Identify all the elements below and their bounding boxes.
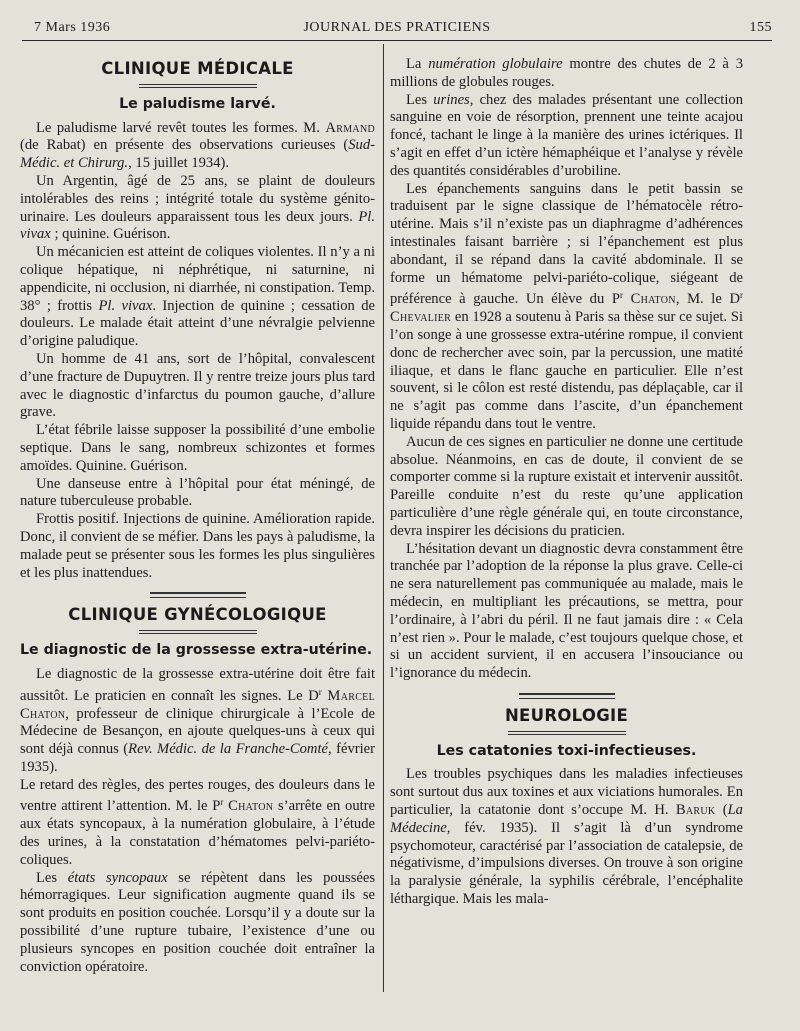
paragraph: Une danseuse entre à l’hôpital pour état méningé, de nature tuberculeuse probable. (20, 475, 375, 510)
section-heading-neurologie: NEUROLOGIE (504, 705, 629, 725)
paragraph: Un homme de 41 ans, sort de l’hôpital, convalescent d’une fracture de Dupuytren. Il y rentre treize jours plus tard avec le diagnostic d’infarctus du poumon gauche, d’allure grave. (20, 350, 375, 421)
article-title-catatonies: Les catatonies toxi-infectieuses. (436, 742, 697, 759)
paragraph: La numération globulaire montre des chutes de 2 à 3 millions de globules rouges. (390, 56, 743, 90)
page-header (22, 18, 772, 41)
paragraph: Un mécanicien est atteint de coliques violentes. Il n’y a ni colique hépatique, ni néphrétique, ni saturnine, ni appendicite, ni occlusion, ni diarrhée, ni constipation. Temp. 38° ; frottis Pl. vivax. Injection de quinine ; cessation de douleurs. Le malade était atteint d’une névralgie pelvienne d’origine paludique. (20, 244, 375, 350)
section-separator (150, 592, 246, 598)
heading-rule (139, 84, 257, 88)
section-separator (519, 693, 615, 699)
paragraph: L’état fébrile laisse supposer la possibilité d’une embolie septique. Dans le sang, nombreux schizontes et formes amoïdes. Quinine. Guérison. (20, 422, 375, 474)
paragraph: Un Argentin, âgé de 25 ans, se plaint de douleurs intolérables des reins ; intégrité totale du système génito-urinaire. Les douleurs apparaissent tous les deux jours. Pl. vivax ; quinine. Guérison. (20, 172, 376, 243)
paragraph: Le diagnostic de la grossesse extra-utérine doit être fait aussitôt. Le praticien en connaît les signes. Le $D^r$ Marcel Chaton, professeur de clinique chirurgicale à l’Ecole de Médecine de Besançon, en ajoute quelques-uns à ceux qui sont déjà connus (Rev. Médic. de la Franche-Comté, février 1935). (20, 665, 375, 775)
paragraph: L’hésitation devant un diagnostic devra constamment être tranchée par l’adoption de la réponse la plus grave. Celle-ci ne sera naturellement pas communiquée au malade, mais le médecin, en multipliant les précautions, se mettra, pour l’ordinaire, à l’abri du péril. Il ne faut jamais dire : « Cela n’est rien ». Pour le malade, c’est toujours quelque chose, et si un accident survient, il en accusera l’insouciance ou l’ignorance du médecin. (390, 540, 743, 682)
section-heading-clinique-medicale: CLINIQUE MÉDICALE (101, 59, 294, 78)
paragraph: Les épanchements sanguins dans le petit bassin se traduisent par le signe classique de l’hématocèle rétro-utérine. Mais s’il n’existe pas un diaphragme d’adhérences intestinales faisant barrière ; si l’épanchement est plus abondant, il se répand dans la cavité abdominale. Il se forme un hématome pelvi-pariéto-colique, siégeant de préférence à gauche. Un élève du $P^r$ Chaton, M. le $D^r$ Chevalier en 1928 a soutenu à Paris sa thèse sur ce sujet. Si l’on songe à une grossesse extra-utérine rompue, il convient donc de rechercher avec soin, par la percussion, une matité iliaque, et dans le flanc gauche en particulier. Elle n’est souvent, si le côlon est resté distendu, pas déplaçable, car il ne s’agit pas comme dans l’ascite, d’un épanchement liquide répandu dans tout le ventre. (390, 180, 744, 432)
paragraph: Le paludisme larvé revêt toutes les formes. M. Armand (de Rabat) en présente des observations curieuses (Sud-Médic. et Chirurg., 15 juillet 1934). (20, 119, 375, 172)
paragraph: Les troubles psychiques dans les maladies infectieuses sont surtout dus aux toxines et aux viciations humorales. En particulier, la catatonie dont s’occupe M. H. Baruk (La Médecine, fév. 1935). Il s’agit là d’un syndrome psychomoteur, caractérisé par l’association de catalepsie, de négativisme, d’impulsions diverses. On trouve à son origine la paralysie générale, la syphilis cérébrale, l’encéphalite léthargique. Mais les mala- (390, 766, 743, 908)
left-column (20, 56, 375, 976)
right-column (390, 56, 743, 909)
paragraph: Les urines, chez des malades présentant une collection sanguine en voie de résorption, prennent une teinte acajou foncé, tachant le linge à la manière des urines ictériques. Il s’agit en effet d’un ictère hémaphéique et l’analyse y révèle des quantités considérables d’urobiline. (390, 91, 743, 179)
issue-date: 7 Mars 1936 (34, 20, 111, 35)
paragraph: Les états syncopaux se répètent dans les poussées hémorragiques. Leur signification augmente quand ils se sont produits en position couchée. Lorsqu’il y a doute sur la possibilité d’une rupture tubaire, l’existence d’une ou plusieurs syncopes en position couchée doit entraîner la conviction opératoire. (20, 869, 376, 975)
journal-title: JOURNAL DES PRATICIENS (303, 20, 491, 35)
section-heading-clinique-gynecologique: CLINIQUE GYNÉCOLOGIQUE (68, 605, 327, 625)
column-divider (383, 44, 384, 992)
page-number: 155 (749, 20, 772, 35)
heading-rule (139, 630, 257, 634)
heading-rule (508, 731, 626, 735)
paragraph: Frottis positif. Injections de quinine. Amélioration rapide. Donc, il convient de se méfier. Dans les pays à paludisme, la malade peut se présenter sous les formes les plus singulières et les plus inattendues. (20, 511, 375, 581)
article-title-paludisme: Le paludisme larvé. (119, 95, 276, 112)
paragraph: Le retard des règles, des pertes rouges, des douleurs dans le ventre attirent l’attention. M. le $P^r$ Chaton s’arrête en outre aux états syncopaux, à la numération globulaire, à l’étude des urines, à la constatation d’hématomes pelvi-pariéto-coliques. (20, 776, 376, 868)
paragraph: Aucun de ces signes en particulier ne donne une certitude absolue. Néanmoins, en cas de doute, il convient de se comporter comme si la rupture existait et intervenir aussitôt. Pareille conduite n’est du reste qu’une application particulière d’une règle générale qui, en toute circonstance, devra inspirer les décisions du praticien. (390, 433, 743, 539)
article-title-grossesse: Le diagnostic de la grossesse extra-utérine. (20, 642, 373, 659)
